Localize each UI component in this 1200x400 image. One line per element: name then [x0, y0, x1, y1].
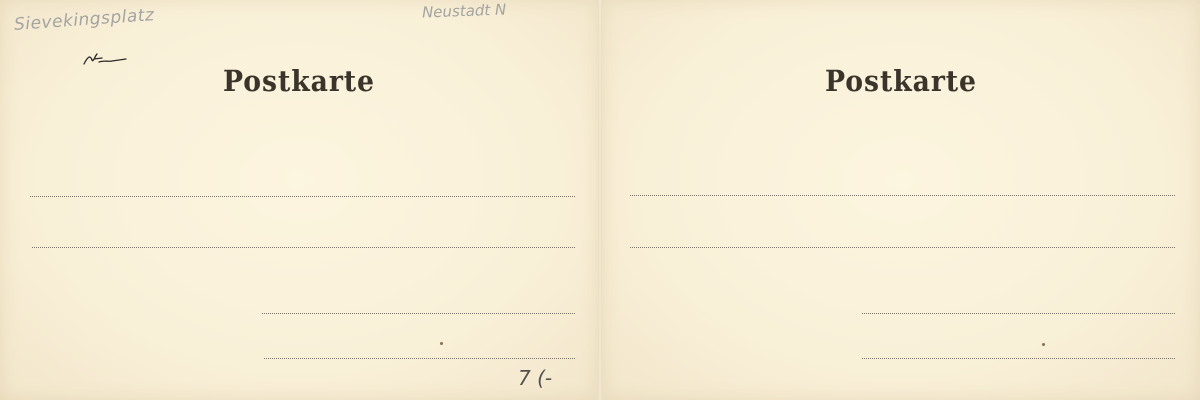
pencil-note-street: Sievekingsplatz: [13, 5, 156, 35]
pencil-note-code: 7 (-: [518, 366, 553, 390]
paper-speck: [1042, 343, 1045, 346]
paper-speck: [440, 342, 443, 345]
address-line: [262, 313, 575, 314]
address-line: [630, 247, 1175, 248]
address-line: [862, 358, 1175, 359]
address-line: [264, 358, 575, 359]
postcard-left: [0, 0, 598, 400]
postcard-title: Postkarte: [825, 64, 977, 98]
address-line: [630, 195, 1175, 196]
address-line: [30, 196, 575, 197]
pencil-note-district: Neustadt N: [421, 0, 507, 22]
address-line: [862, 313, 1175, 314]
postcard-title: Postkarte: [223, 64, 375, 98]
ink-scribble: [82, 50, 132, 68]
address-line: [32, 247, 575, 248]
postcard-right: [602, 0, 1200, 400]
